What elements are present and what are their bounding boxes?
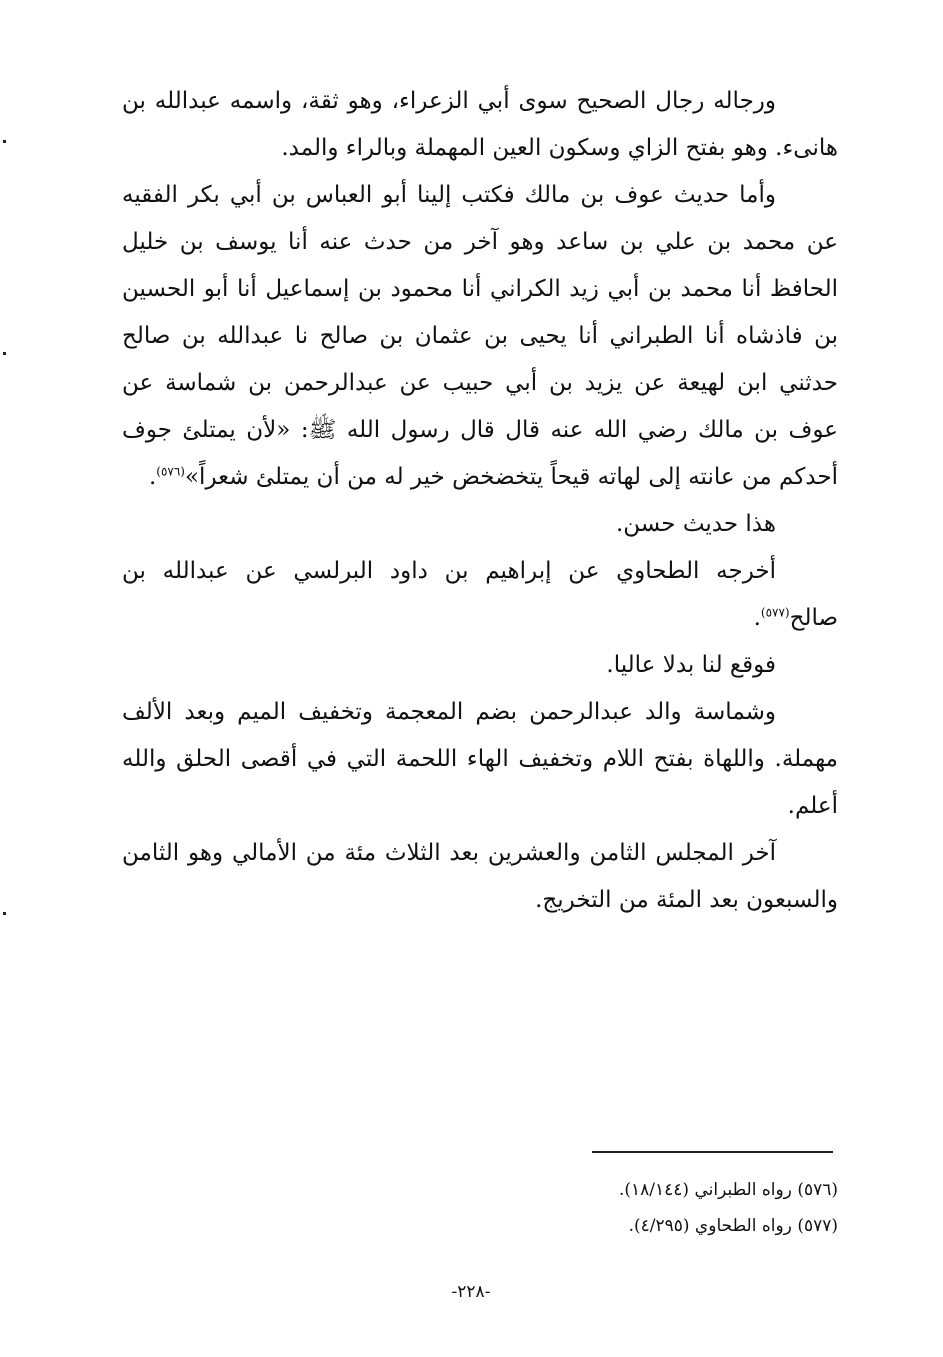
footnote-number: (٥٧٦) bbox=[797, 1180, 838, 1200]
page-number: -٢٢٨- bbox=[451, 1282, 491, 1302]
paragraph-tahawi-end: . bbox=[753, 605, 761, 631]
paragraph-session-end-text: آخر المجلس الثامن والعشرين بعد الثلاث مئة من الأمالي وهو الثامن والسبعون بعد المئة من التخريج. bbox=[122, 840, 838, 913]
paragraph-vocalization bbox=[122, 689, 838, 830]
paragraph-hadith-chain-end: . bbox=[148, 464, 157, 490]
paragraph-tahawi bbox=[122, 548, 838, 642]
scan-edge-mark bbox=[3, 140, 6, 143]
paragraph-narrators-text: ورجاله رجال الصحيح سوى أبي الزعراء، وهو ثقة، واسمه عبدالله بن هانىء. وهو بفتح الزاي وسكون العين المهملة وبالراء والمد. bbox=[122, 88, 838, 161]
footnote-separator bbox=[592, 1151, 833, 1153]
paragraph-hadith-chain bbox=[122, 172, 838, 501]
paragraph-tahawi-text: أخرجه الطحاوي عن إبراهيم بن داود البرلسي عن عبدالله بن صالح bbox=[122, 558, 838, 631]
footnotes bbox=[420, 1172, 838, 1244]
main-text bbox=[122, 78, 838, 924]
paragraph-session-end bbox=[122, 830, 838, 924]
paragraph-grading bbox=[122, 501, 838, 548]
paragraph-narrators bbox=[122, 78, 838, 172]
footnote-text: رواه الطبراني (١٨/١٤٤). bbox=[618, 1180, 792, 1200]
footnote-577 bbox=[420, 1208, 838, 1244]
paragraph-badal-text: فوقع لنا بدلا عاليا. bbox=[606, 652, 776, 678]
footnote-number: (٥٧٧) bbox=[797, 1216, 838, 1236]
scan-edge-mark bbox=[3, 912, 6, 915]
paragraph-vocalization-text: وشماسة والد عبدالرحمن بضم المعجمة وتخفيف الميم وبعد الألف مهملة. واللهاة بفتح اللام وتخفيف الهاء اللحمة التي في أقصى الحلق والله أعلم. bbox=[122, 699, 838, 819]
footnote-576 bbox=[420, 1172, 838, 1208]
paragraph-hadith-chain-text: وأما حديث عوف بن مالك فكتب إلينا أبو العباس بن أبي بكر الفقيه عن محمد بن علي بن ساعد وهو آخر من حدث عنه أنا يوسف بن خليل الحافظ أنا محمد بن أبي زيد الكراني أنا محمود بن إسماعيل أنا أبو الحسين بن فاذشاه أنا الطبراني أنا يحيى بن عثمان بن صالح نا عبدالله بن صالح حدثني ابن لهيعة عن يزيد بن أبي حبيب عن عبدالرحمن بن شماسة عن عوف بن مالك رضي الله عنه قال قال رسول الله ﷺ: «لأن يمتلئ جوف أحدكم من عانته إلى لهاته قيحاً يتخضخض خير له من أن يمتلئ شعراً» bbox=[122, 182, 838, 490]
paragraph-grading-text: هذا حديث حسن. bbox=[615, 511, 776, 537]
footnote-ref-577: (٥٧٧) bbox=[760, 605, 790, 620]
paragraph-badal bbox=[122, 642, 838, 689]
scan-edge-mark bbox=[3, 352, 6, 355]
footnote-text: رواه الطحاوي (٤/٢٩٥). bbox=[628, 1216, 792, 1236]
footnote-ref-576: (٥٧٦) bbox=[156, 464, 185, 479]
